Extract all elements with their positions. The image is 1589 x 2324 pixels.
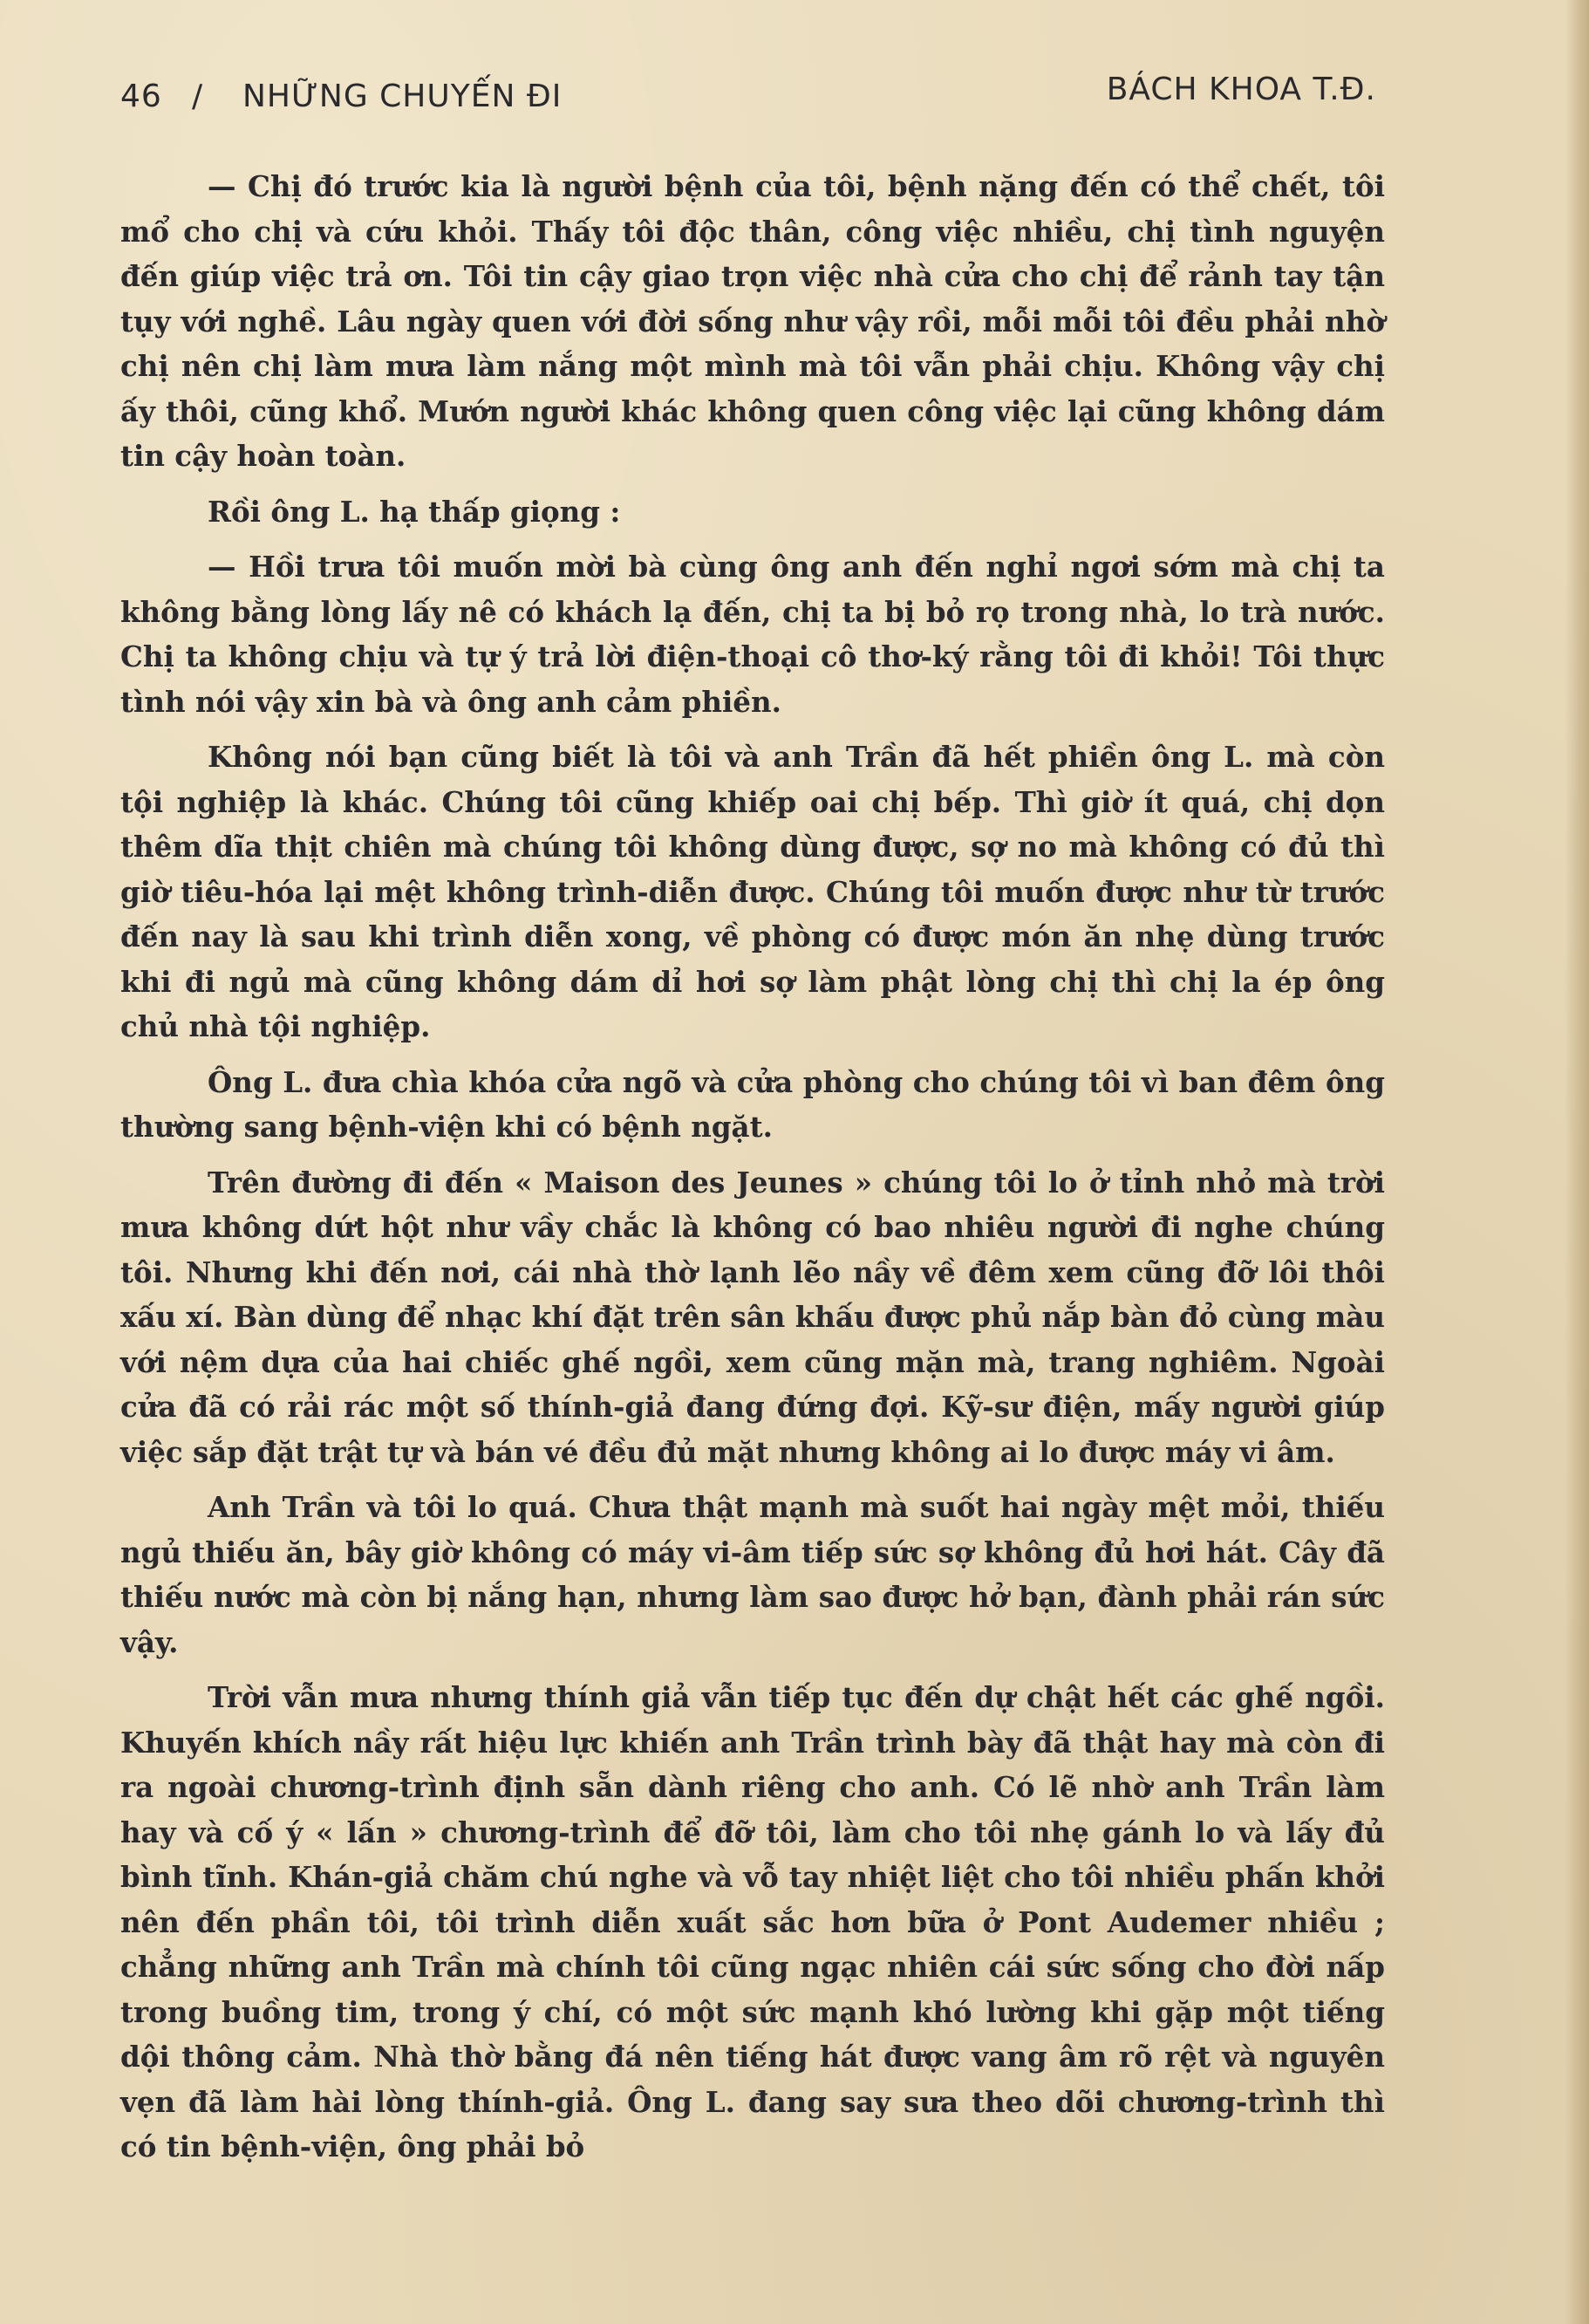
header-separator: /	[192, 79, 204, 114]
paragraph: Trời vẫn mưa nhưng thính giả vẫn tiếp tục đến dự chật hết các ghế ngồi. Khuyến khích nầy rất hiệu lực khiến anh Trần trình bày đã thật hay mà còn đi ra ngoài chương-trình định sẵn dành riêng cho anh. Có lẽ nhờ anh Trần làm hay và cố ý « lấn » chương-trình để đỡ tôi, làm cho tôi nhẹ gánh lo và lấy đủ bình tĩnh. Khán-giả chăm chú nghe và vỗ tay nhiệt liệt cho tôi nhiều phấn khởi nên đến phần tôi, tôi trình diễn xuất sắc hơn bữa ở Pont Audemer nhiều ; chẳng những anh Trần mà chính tôi cũng ngạc nhiên cái sức sống cho đời nấp trong buồng tim, trong ý chí, có một sức mạnh khó lường khi gặp một tiếng dội thông cảm. Nhà thờ bằng đá nên tiếng hát được vang âm rõ rệt và nguyên vẹn đã làm hài lòng thính-giả. Ông L. đang say sưa theo dõi chương-trình thì có tin bệnh-viện, ông phải bỏ	[120, 1680, 1385, 2163]
paragraph: Rồi ông L. hạ thấp giọng :	[208, 494, 621, 529]
page-number: 46	[120, 79, 162, 114]
paragraph: Ông L. đưa chìa khóa cửa ngõ và cửa phòng cho chúng tôi vì ban đêm ông thường sang bệnh-viện khi có bệnh ngặt.	[120, 1064, 1385, 1144]
paragraph: — Chị đó trước kia là người bệnh của tôi, bệnh nặng đến có thể chết, tôi mổ cho chị và cứu khỏi. Thấy tôi độc thân, công việc nhiều, chị tình nguyện đến giúp việc trả ơn. Tôi tin cậy giao trọn việc nhà cửa cho chị để rảnh tay tận tụy với nghề. Lâu ngày quen với đời sống như vậy rồi, mỗi mỗi tôi đều phải nhờ chị nên chị làm mưa làm nắng một mình mà tôi vẫn phải chịu. Không vậy chị ấy thôi, cũng khổ. Mướn người khác không quen công việc lại cũng không dám tin cậy hoàn toàn.	[120, 169, 1385, 473]
paragraph: Anh Trần và tôi lo quá. Chưa thật mạnh mà suốt hai ngày mệt mỏi, thiếu ngủ thiếu ăn, bây giờ không có máy vi-âm tiếp sức sợ không đủ hơi hát. Cây đã thiếu nước mà còn bị nắng hạn, nhưng làm sao được hở bạn, đành phải rán sức vậy.	[120, 1490, 1385, 1659]
chapter-title: NHỮNG CHUYẾN ĐI	[242, 79, 563, 114]
paragraph: — Hồi trưa tôi muốn mời bà cùng ông anh đến nghỉ ngơi sớm mà chị ta không bằng lòng lấy nê có khách lạ đến, chị ta bị bỏ rọ trong nhà, lo trà nước. Chị ta không chịu và tự ý trả lời điện-thoại cô thơ-ký rằng tôi đi khỏi! Tôi thực tình nói vậy xin bà và ông anh cảm phiền.	[120, 550, 1385, 719]
paragraph: Trên đường đi đến « Maison des Jeunes » chúng tôi lo ở tỉnh nhỏ mà trời mưa không dứt hột như vầy chắc là không có bao nhiêu người đi nghe chúng tôi. Nhưng khi đến nơi, cái nhà thờ lạnh lẽo nầy về đêm xem cũng đỡ lôi thôi xấu xí. Bàn dùng để nhạc khí đặt trên sân khấu được phủ nắp bàn đỏ cùng màu với nệm dựa của hai chiếc ghế ngồi, xem cũng mặn mà, trang nghiêm. Ngoài cửa đã có rải rác một số thính-giả đang đứng đợi. Kỹ-sư điện, mấy người giúp việc sắp đặt trật tự và bán vé đều đủ mặt nhưng không ai lo được máy vi âm.	[120, 1165, 1385, 1469]
journal-title: BÁCH KHOA T.Đ.	[1106, 72, 1376, 107]
page-edge-shadow	[1565, 0, 1589, 2324]
running-header	[120, 72, 1376, 124]
paragraph: Không nói bạn cũng biết là tôi và anh Trần đã hết phiền ông L. mà còn tội nghiệp là khác. Chúng tôi cũng khiếp oai chị bếp. Thì giờ ít quá, chị dọn thêm dĩa thịt chiên mà chúng tôi không dùng được, sợ no mà không có đủ thì giờ tiêu-hóa lại mệt không trình-diễn được. Chúng tôi muốn được như từ trước đến nay là sau khi trình diễn xong, về phòng có được món ăn nhẹ dùng trước khi đi ngủ mà cũng không dám dỉ hơi sợ làm phật lòng chị thì chị la ép ông chủ nhà tội nghiệp.	[120, 740, 1385, 1043]
article-body	[120, 164, 1385, 2180]
